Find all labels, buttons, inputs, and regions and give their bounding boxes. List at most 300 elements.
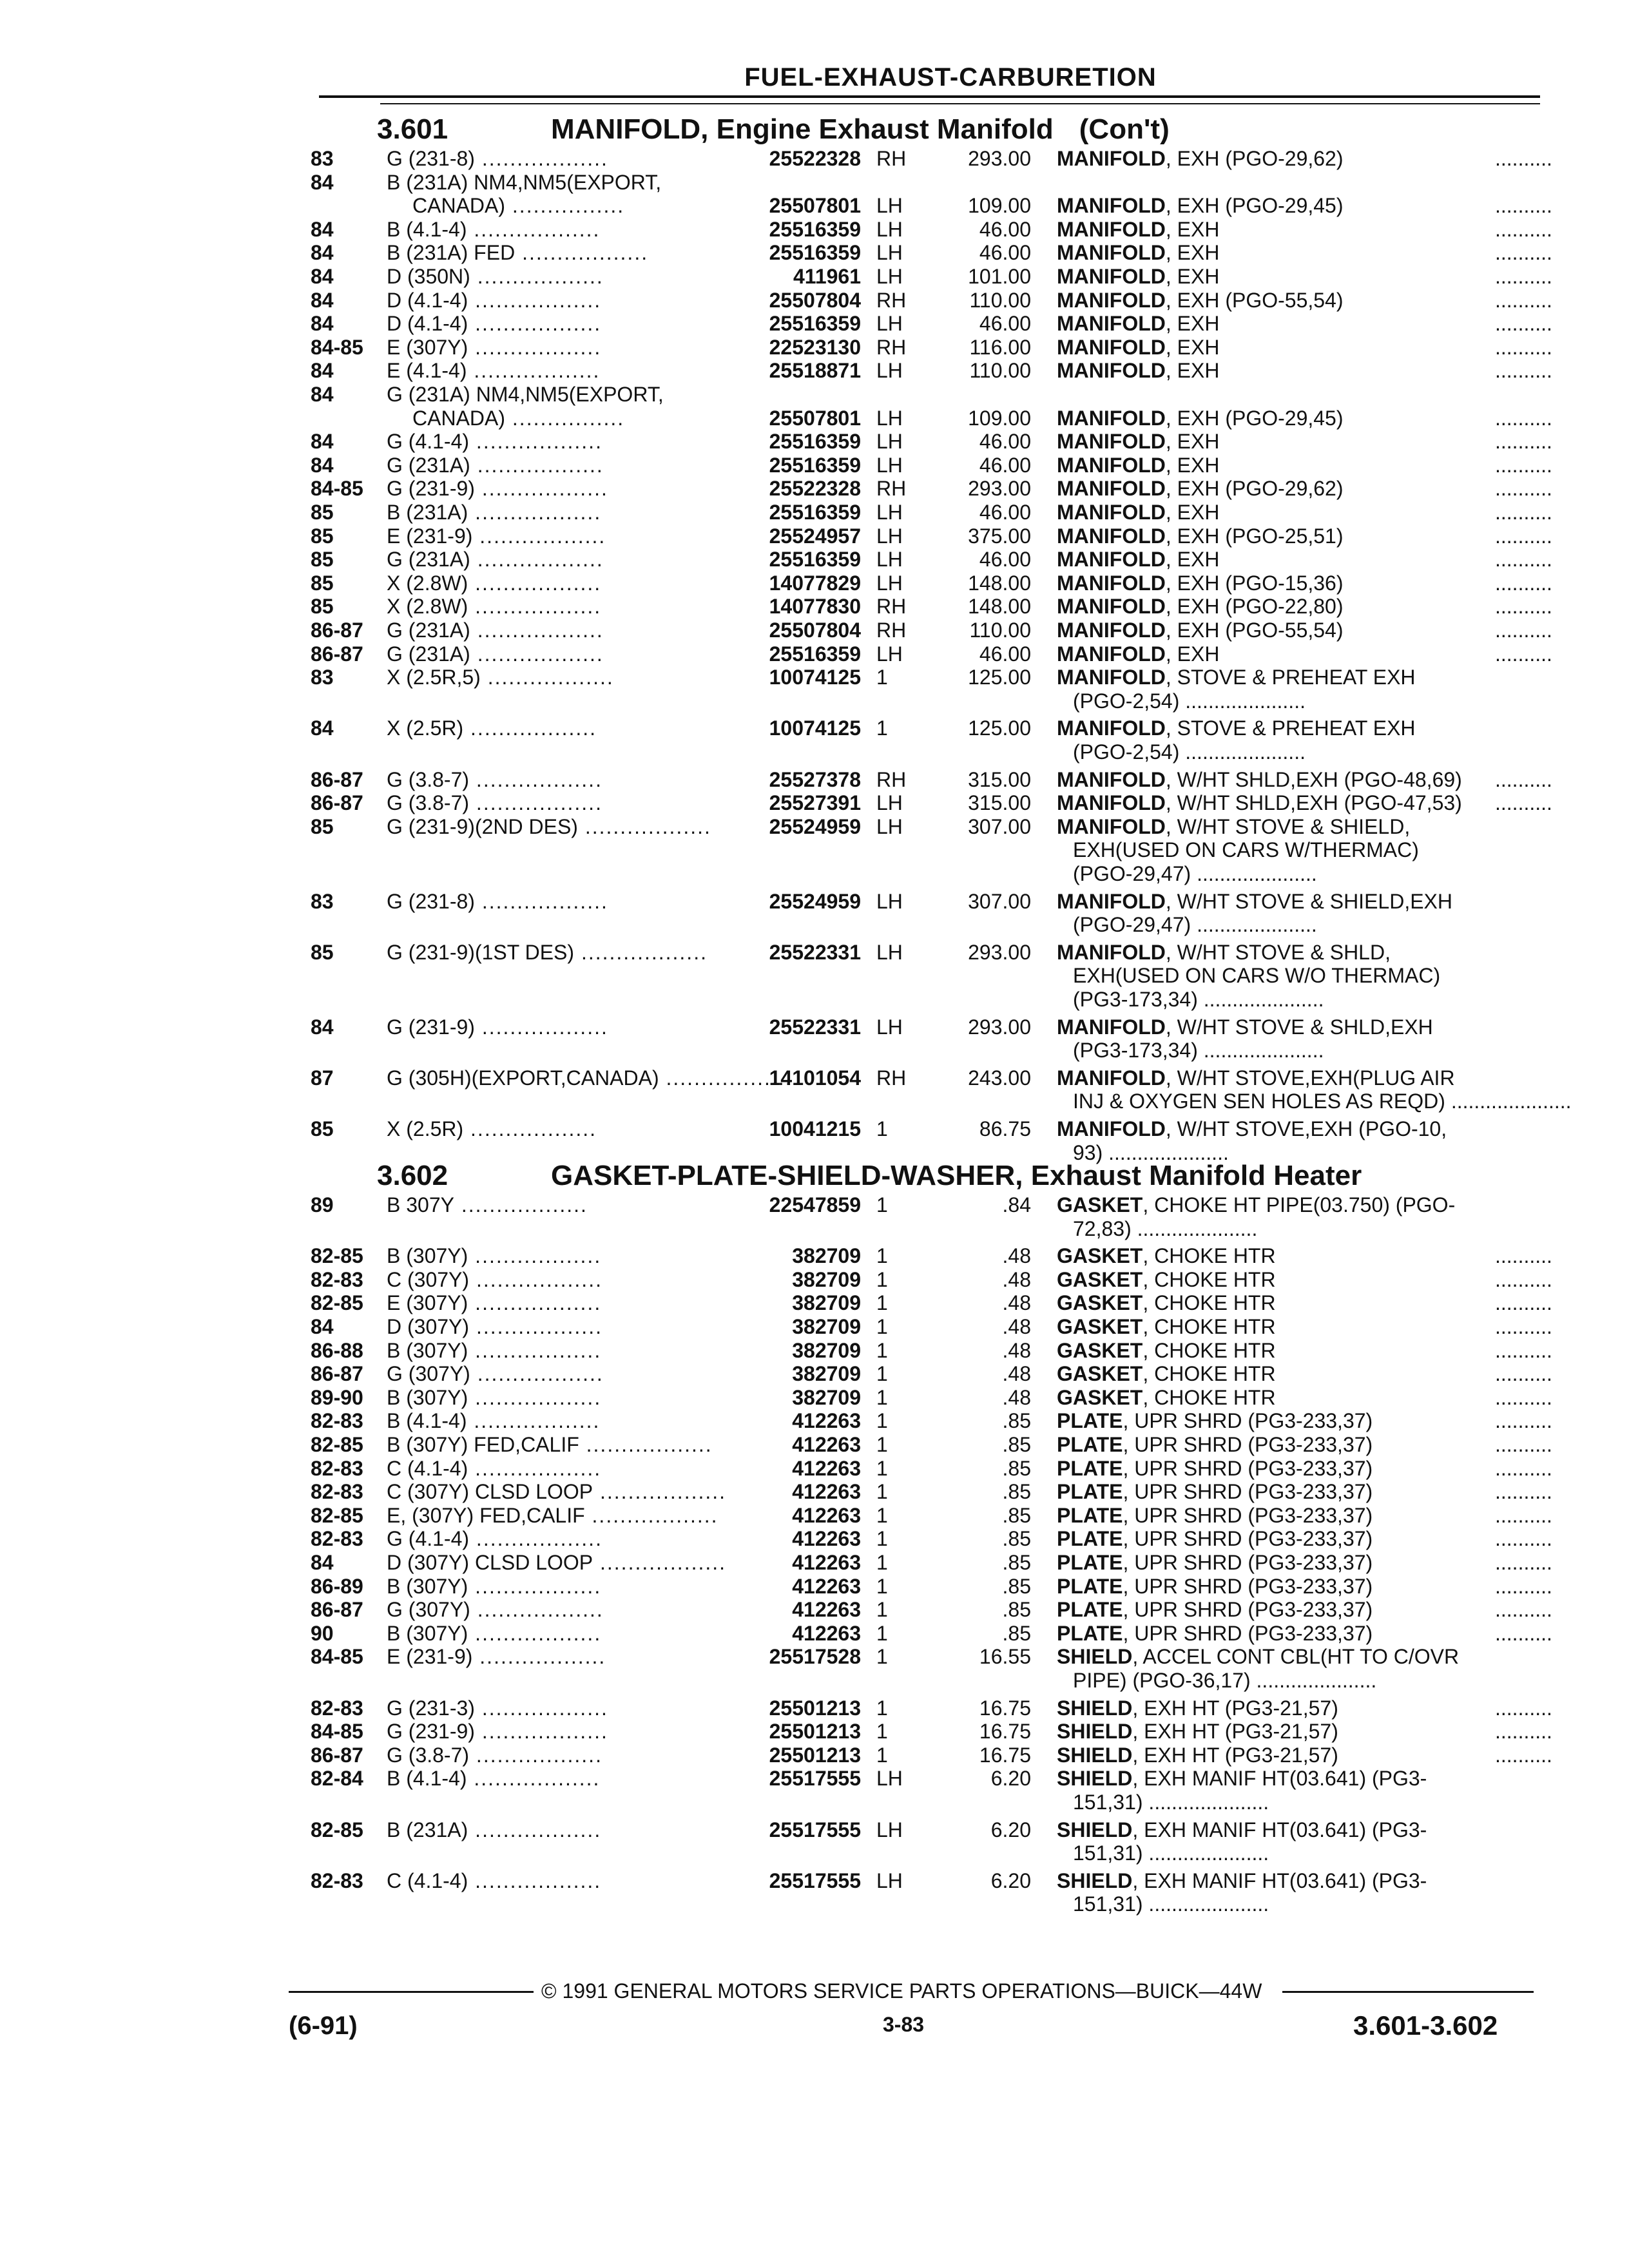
quantity: 1 xyxy=(876,1291,888,1315)
leader-dots: .................. xyxy=(579,1433,713,1456)
part-number: 25517528 xyxy=(769,1645,861,1669)
model-description-text: G (231A) NM4,NM5(EXPORT, xyxy=(387,383,664,406)
part-name-detail: , STOVE & PREHEAT EXH xyxy=(1165,716,1416,740)
price: .48 xyxy=(1002,1385,1031,1409)
part-number: 25524959 xyxy=(769,814,861,838)
part-name-detail: , UPR SHRD (PG3-233,37) xyxy=(1123,1409,1373,1433)
part-name-continuation-text: 72,83) xyxy=(1073,1216,1132,1240)
leader-dots: .......... xyxy=(1495,1433,1552,1456)
price: 110.00 xyxy=(969,288,1031,312)
price: 46.00 xyxy=(979,453,1031,477)
part-name-bold: MANIFOLD xyxy=(1057,265,1166,288)
model-description-cont-text: CANADA) xyxy=(412,406,506,430)
leader-dots: .......... xyxy=(1495,1503,1552,1527)
leader-dots: .......... xyxy=(1495,477,1552,501)
leader-dots: .................. xyxy=(469,791,602,815)
quantity: 1 xyxy=(876,1338,888,1362)
quantity: 1 xyxy=(876,1598,888,1622)
leader-dots: .................. xyxy=(468,1574,602,1598)
part-name-detail: , UPR SHRD (PG3-233,37) xyxy=(1123,1574,1373,1598)
quantity: 1 xyxy=(876,1315,888,1338)
part-name xyxy=(1057,548,1219,571)
price: 46.00 xyxy=(979,430,1031,454)
part-name-bold: GASKET xyxy=(1057,1338,1143,1362)
part-number: 22547859 xyxy=(769,1193,861,1216)
leader-dots: .......... xyxy=(1495,1315,1552,1338)
part-name xyxy=(1057,265,1219,288)
part-name-bold: PLATE xyxy=(1057,1456,1123,1480)
leader-dots: .................. xyxy=(468,1818,602,1841)
leader-dots: .................. xyxy=(474,477,608,501)
model-description-text: G (231-9)(1ST DES) xyxy=(387,940,575,964)
model-year: 85 xyxy=(311,595,334,619)
part-name-continuation xyxy=(1073,740,1306,764)
model-description xyxy=(387,768,602,791)
leader-dots: .......... xyxy=(1495,406,1552,430)
model-year: 86-87 xyxy=(311,767,363,791)
price: 307.00 xyxy=(968,889,1031,913)
model-year: 82-83 xyxy=(311,1409,363,1433)
quantity: 1 xyxy=(876,1117,888,1140)
part-name-detail: , EXH (PGO-29,62) xyxy=(1165,147,1344,170)
footer-section-range: 3.601-3.602 xyxy=(1353,2010,1498,2041)
price: 293.00 xyxy=(968,1015,1031,1039)
model-year: 82-85 xyxy=(311,1503,363,1527)
part-name-bold: MANIFOLD xyxy=(1057,501,1166,524)
price: .85 xyxy=(1002,1574,1031,1598)
part-name-continuation xyxy=(1073,1090,1572,1113)
part-name-continuation xyxy=(1073,1841,1269,1865)
part-name-detail: , W/HT STOVE,EXH(PLUG AIR xyxy=(1165,1066,1455,1090)
part-name xyxy=(1057,407,1344,430)
part-name-bold: MANIFOLD xyxy=(1057,194,1166,218)
price: 110.00 xyxy=(969,619,1031,642)
model-year: 84 xyxy=(311,716,334,740)
model-year: 84-85 xyxy=(311,335,363,359)
leader-dots: .................. xyxy=(474,1696,608,1720)
part-name xyxy=(1057,941,1391,964)
quantity: LH xyxy=(876,642,903,666)
part-name-continuation xyxy=(1073,1791,1269,1814)
price: .84 xyxy=(1002,1193,1031,1216)
page-header-title: FUEL-EXHAUST-CARBURETION xyxy=(744,63,1157,91)
model-year: 86-89 xyxy=(311,1574,363,1598)
part-name xyxy=(1057,890,1452,913)
part-number: 25516359 xyxy=(769,501,861,524)
part-name-bold: MANIFOLD xyxy=(1057,288,1166,312)
part-name-bold: GASKET xyxy=(1057,1244,1143,1268)
leader-dots: .......... xyxy=(1495,1291,1552,1315)
quantity: 1 xyxy=(876,1385,888,1409)
part-name-detail: , ACCEL CONT CBL(HT TO C/OVR xyxy=(1132,1645,1460,1669)
part-name xyxy=(1057,147,1344,170)
part-number: 25516359 xyxy=(769,430,861,454)
price: .85 xyxy=(1002,1598,1031,1622)
section-title-text: MANIFOLD, Engine Exhaust Manifold xyxy=(551,113,1054,145)
part-name-bold: MANIFOLD xyxy=(1057,548,1166,572)
part-number: 25507804 xyxy=(769,619,861,642)
quantity: LH xyxy=(876,453,903,477)
model-description xyxy=(387,1720,608,1743)
part-name xyxy=(1057,716,1416,740)
part-name xyxy=(1057,336,1219,359)
part-name-bold: SHIELD xyxy=(1057,1767,1133,1791)
part-name-detail: , STOVE & PREHEAT EXH xyxy=(1165,666,1416,689)
model-description-text: G (3.8-7) xyxy=(387,791,470,815)
quantity: LH xyxy=(876,1869,903,1892)
leader-dots: ..................... xyxy=(1191,861,1317,885)
part-name xyxy=(1057,289,1344,312)
price: 46.00 xyxy=(979,642,1031,666)
model-description xyxy=(387,1268,602,1291)
leader-dots: ..................... xyxy=(1179,689,1306,713)
part-name-detail: , EXH xyxy=(1165,642,1220,666)
part-name-detail: , EXH (PGO-29,62) xyxy=(1165,477,1344,501)
model-description-text: G (231A) xyxy=(387,548,470,572)
price: .48 xyxy=(1002,1362,1031,1386)
part-name-continuation xyxy=(1073,862,1317,885)
model-year: 85 xyxy=(311,548,334,572)
quantity: LH xyxy=(876,940,903,964)
leader-dots: .......... xyxy=(1495,1551,1552,1574)
part-name-continuation-text: EXH(USED ON CARS W/THERMAC) xyxy=(1073,838,1419,862)
part-name-continuation-text: 151,31) xyxy=(1073,1790,1143,1814)
model-description xyxy=(387,619,604,642)
part-name-detail: , CHOKE HTR xyxy=(1142,1315,1276,1338)
part-name-detail: , W/HT SHLD,EXH (PGO-48,69) xyxy=(1165,767,1462,791)
price: 6.20 xyxy=(990,1767,1031,1791)
model-year: 84 xyxy=(311,453,334,477)
model-description-text: D (307Y) xyxy=(387,1315,470,1338)
price: 375.00 xyxy=(968,524,1031,548)
part-name-detail: , W/HT SHLD,EXH (PGO-47,53) xyxy=(1165,791,1462,815)
part-name-detail: , CHOKE HTR xyxy=(1142,1338,1276,1362)
leader-dots: .................. xyxy=(470,265,604,288)
leader-dots: .......... xyxy=(1495,1409,1552,1433)
quantity: RH xyxy=(876,335,907,359)
quantity: LH xyxy=(876,889,903,913)
leader-dots: ..................... xyxy=(1142,1790,1269,1814)
part-name-bold: SHIELD xyxy=(1057,1818,1133,1841)
leader-dots: .................. xyxy=(454,1193,588,1216)
quantity: RH xyxy=(876,619,907,642)
part-name-detail: , EXH xyxy=(1165,335,1220,359)
model-description xyxy=(387,941,708,964)
part-name-bold: PLATE xyxy=(1057,1480,1123,1504)
model-description-text: G (231A) xyxy=(387,619,470,642)
part-name xyxy=(1057,666,1416,689)
model-description xyxy=(387,147,608,170)
part-number: 10041215 xyxy=(769,1117,861,1140)
part-name-continuation-text: PIPE) (PGO-36,17) xyxy=(1073,1668,1251,1692)
part-number: 25516359 xyxy=(769,241,861,265)
leader-dots: .................. xyxy=(577,814,711,838)
leader-dots: .................. xyxy=(467,1767,601,1791)
price: 109.00 xyxy=(968,194,1031,218)
leader-dots: .................. xyxy=(468,335,602,359)
model-year: 82-83 xyxy=(311,1869,363,1892)
part-number: 382709 xyxy=(792,1338,861,1362)
part-name-detail: , UPR SHRD (PG3-233,37) xyxy=(1123,1527,1373,1551)
part-name-continuation xyxy=(1073,1217,1257,1240)
part-name-detail: , EXH xyxy=(1165,312,1220,336)
leader-dots: .......... xyxy=(1495,767,1552,791)
leader-dots: .......... xyxy=(1495,288,1552,312)
part-name-bold: SHIELD xyxy=(1057,1869,1133,1892)
leader-dots: .................. xyxy=(470,548,604,572)
part-name-bold: MANIFOLD xyxy=(1057,791,1166,815)
quantity: LH xyxy=(876,1015,903,1039)
part-number: 25527378 xyxy=(769,767,861,791)
quantity: 1 xyxy=(876,1409,888,1433)
quantity: 1 xyxy=(876,1645,888,1669)
model-description-text: E, (307Y) FED,CALIF xyxy=(387,1503,585,1527)
leader-dots: .................. xyxy=(468,1291,602,1315)
part-number: 382709 xyxy=(792,1362,861,1386)
quantity: 1 xyxy=(876,1267,888,1291)
leader-dots: ..................... xyxy=(1131,1216,1258,1240)
quantity: LH xyxy=(876,791,903,815)
leader-dots: .................. xyxy=(574,940,708,964)
part-name xyxy=(1057,1193,1455,1216)
model-description-text: X (2.5R) xyxy=(387,716,464,740)
section-title-text: GASKET-PLATE-SHIELD-WASHER, Exhaust Manifold Heater xyxy=(551,1160,1362,1191)
leader-dots: ..................... xyxy=(1250,1668,1377,1692)
leader-dots: .................. xyxy=(463,716,597,740)
part-name-bold: MANIFOLD xyxy=(1057,889,1166,913)
leader-dots: .................. xyxy=(474,889,608,913)
leader-dots: .................. xyxy=(472,524,606,548)
model-year: 86-87 xyxy=(311,619,363,642)
model-year: 84-85 xyxy=(311,1720,363,1744)
model-year: 89-90 xyxy=(311,1385,363,1409)
model-year: 83 xyxy=(311,889,334,913)
model-description-text: G (3.8-7) xyxy=(387,1743,470,1767)
part-name-bold: PLATE xyxy=(1057,1574,1123,1598)
model-year: 84 xyxy=(311,312,334,336)
part-number: 25517555 xyxy=(769,1869,861,1892)
part-name-detail: , W/HT STOVE & SHLD, xyxy=(1165,940,1391,964)
leader-dots: .......... xyxy=(1495,1621,1552,1645)
section-heading xyxy=(306,113,1530,149)
part-name-detail: , UPR SHRD (PG3-233,37) xyxy=(1123,1621,1373,1645)
part-name xyxy=(1057,241,1219,264)
leader-dots: .......... xyxy=(1495,217,1552,241)
leader-dots: .................. xyxy=(468,595,602,619)
model-description xyxy=(387,1645,606,1668)
price: 16.55 xyxy=(979,1645,1031,1669)
model-year: 82-83 xyxy=(311,1480,363,1504)
quantity: 1 xyxy=(876,716,888,740)
model-year: 82-83 xyxy=(311,1527,363,1551)
model-year: 84-85 xyxy=(311,1645,363,1669)
quantity: 1 xyxy=(876,1503,888,1527)
part-name-continuation xyxy=(1073,689,1306,713)
part-name-bold: MANIFOLD xyxy=(1057,524,1166,548)
part-name-continuation xyxy=(1073,838,1419,861)
quantity: RH xyxy=(876,1066,907,1090)
price: 46.00 xyxy=(979,312,1031,336)
model-description xyxy=(387,1433,713,1456)
quantity: LH xyxy=(876,501,903,524)
quantity: LH xyxy=(876,359,903,383)
leader-dots: .................. xyxy=(468,1385,602,1409)
price: 109.00 xyxy=(968,406,1031,430)
part-name-bold: PLATE xyxy=(1057,1527,1123,1551)
part-name-bold: MANIFOLD xyxy=(1057,1117,1166,1140)
part-number: 25516359 xyxy=(769,312,861,336)
leader-dots: .................. xyxy=(468,1869,602,1892)
section-title xyxy=(551,1160,1362,1192)
leader-dots: .................. xyxy=(474,147,608,170)
part-name-detail: , EXH MANIF HT(03.641) (PG3- xyxy=(1132,1767,1427,1791)
part-name xyxy=(1057,1527,1373,1550)
part-number: 25522328 xyxy=(769,147,861,170)
price: 101.00 xyxy=(968,265,1031,288)
leader-dots: ..................... xyxy=(1191,913,1317,937)
leader-dots: .................. xyxy=(468,1621,602,1645)
leader-dots: .......... xyxy=(1495,194,1552,218)
model-year: 84 xyxy=(311,288,334,312)
section-title xyxy=(551,113,1170,146)
part-name xyxy=(1057,1696,1338,1720)
part-name-detail: , EXH (PGO-55,54) xyxy=(1165,619,1344,642)
leader-dots: .................. xyxy=(467,359,601,383)
part-name-bold: PLATE xyxy=(1057,1433,1123,1456)
part-name-bold: MANIFOLD xyxy=(1057,1066,1166,1090)
part-name-detail: , UPR SHRD (PG3-233,37) xyxy=(1123,1456,1373,1480)
part-name-detail: , W/HT STOVE & SHIELD,EXH xyxy=(1165,889,1452,913)
price: 16.75 xyxy=(979,1743,1031,1767)
part-name-detail: , CHOKE HTR xyxy=(1142,1267,1276,1291)
part-number: 25516359 xyxy=(769,642,861,666)
quantity: 1 xyxy=(876,1244,888,1268)
part-name-detail: , EXH xyxy=(1165,548,1220,572)
model-description-cont xyxy=(412,194,624,217)
model-description-text: B (4.1-4) xyxy=(387,1767,467,1791)
model-description xyxy=(387,666,614,689)
part-name-detail: , EXH xyxy=(1165,265,1220,288)
part-name-detail: , W/HT STOVE & SHLD,EXH xyxy=(1165,1015,1433,1039)
model-description-text: C (4.1-4) xyxy=(387,1869,468,1892)
model-year: 84 xyxy=(311,1315,334,1338)
price: 16.75 xyxy=(979,1720,1031,1744)
part-name-continuation-text: INJ & OXYGEN SEN HOLES AS REQD) xyxy=(1073,1090,1445,1113)
quantity: 1 xyxy=(876,1456,888,1480)
part-name-continuation-text: (PGO-2,54) xyxy=(1073,689,1180,713)
model-description xyxy=(387,265,604,288)
part-name-bold: MANIFOLD xyxy=(1057,595,1166,619)
part-name xyxy=(1057,194,1344,217)
model-year: 82-83 xyxy=(311,1456,363,1480)
model-description-text: G (231A) xyxy=(387,453,470,477)
price: 315.00 xyxy=(968,767,1031,791)
part-name-detail: , EXH (PGO-29,45) xyxy=(1165,194,1344,218)
model-description xyxy=(387,1818,601,1841)
part-name xyxy=(1057,791,1462,814)
header-rule xyxy=(319,95,1540,98)
model-year: 83 xyxy=(311,666,334,689)
model-description xyxy=(387,595,601,618)
model-description xyxy=(387,1696,608,1720)
leader-dots: .................. xyxy=(474,1720,608,1744)
quantity: 1 xyxy=(876,1193,888,1216)
price: 293.00 xyxy=(968,477,1031,501)
part-name xyxy=(1057,1767,1427,1790)
part-name-bold: MANIFOLD xyxy=(1057,147,1166,170)
part-name xyxy=(1057,1268,1276,1291)
price: 148.00 xyxy=(968,571,1031,595)
leader-dots: .................. xyxy=(470,1598,604,1622)
quantity: 1 xyxy=(876,1696,888,1720)
part-name xyxy=(1057,501,1219,524)
part-number: 10074125 xyxy=(769,716,861,740)
model-year: 85 xyxy=(311,1117,334,1140)
quantity: LH xyxy=(876,241,903,265)
quantity: 1 xyxy=(876,1433,888,1456)
model-year: 84 xyxy=(311,265,334,288)
model-year: 86-87 xyxy=(311,1598,363,1622)
footer-rule-right xyxy=(1282,1991,1534,1993)
quantity: 1 xyxy=(876,1720,888,1744)
quantity: LH xyxy=(876,814,903,838)
model-description-text: X (2.8W) xyxy=(387,595,468,619)
leader-dots: .......... xyxy=(1495,595,1552,619)
part-name-bold: SHIELD xyxy=(1057,1696,1133,1720)
price: .85 xyxy=(1002,1480,1031,1504)
quantity: LH xyxy=(876,524,903,548)
part-name xyxy=(1057,477,1344,500)
leader-dots: .................. xyxy=(469,1267,602,1291)
quantity: LH xyxy=(876,548,903,572)
model-description-text: G (231-3) xyxy=(387,1696,475,1720)
model-description xyxy=(387,642,604,666)
part-name-continuation-text: (PG3-173,34) xyxy=(1073,987,1198,1011)
model-description-text: G (305H)(EXPORT,CANADA) xyxy=(387,1066,659,1090)
model-year: 82-85 xyxy=(311,1433,363,1456)
price: 148.00 xyxy=(968,595,1031,619)
section-number: 3.602 xyxy=(377,1160,448,1191)
model-description xyxy=(387,1117,597,1140)
leader-dots: .................. xyxy=(593,1551,727,1574)
leader-dots: .................. xyxy=(659,1066,793,1090)
part-number: 25507804 xyxy=(769,288,861,312)
part-number: 412263 xyxy=(792,1433,861,1456)
leader-dots: .................. xyxy=(468,1244,602,1268)
part-number: 25524957 xyxy=(769,524,861,548)
part-number: 412263 xyxy=(792,1480,861,1504)
part-name-detail: , EXH HT (PG3-21,57) xyxy=(1132,1696,1338,1720)
part-name xyxy=(1057,1645,1459,1668)
part-name xyxy=(1057,359,1219,382)
part-name-bold: PLATE xyxy=(1057,1551,1123,1574)
model-description xyxy=(387,890,608,913)
model-description xyxy=(387,815,711,838)
part-name xyxy=(1057,595,1344,618)
part-name-continuation xyxy=(1073,1669,1376,1692)
leader-dots: .......... xyxy=(1495,1574,1552,1598)
part-number: 14077829 xyxy=(769,571,861,595)
leader-dots: .......... xyxy=(1495,1696,1552,1720)
part-number: 25507801 xyxy=(769,406,861,430)
part-name-bold: MANIFOLD xyxy=(1057,406,1166,430)
part-name-continuation-text: 151,31) xyxy=(1073,1892,1143,1916)
part-number: 10074125 xyxy=(769,666,861,689)
part-name xyxy=(1057,524,1344,548)
part-name xyxy=(1057,642,1219,666)
price: 46.00 xyxy=(979,241,1031,265)
leader-dots: .................. xyxy=(593,1480,727,1504)
